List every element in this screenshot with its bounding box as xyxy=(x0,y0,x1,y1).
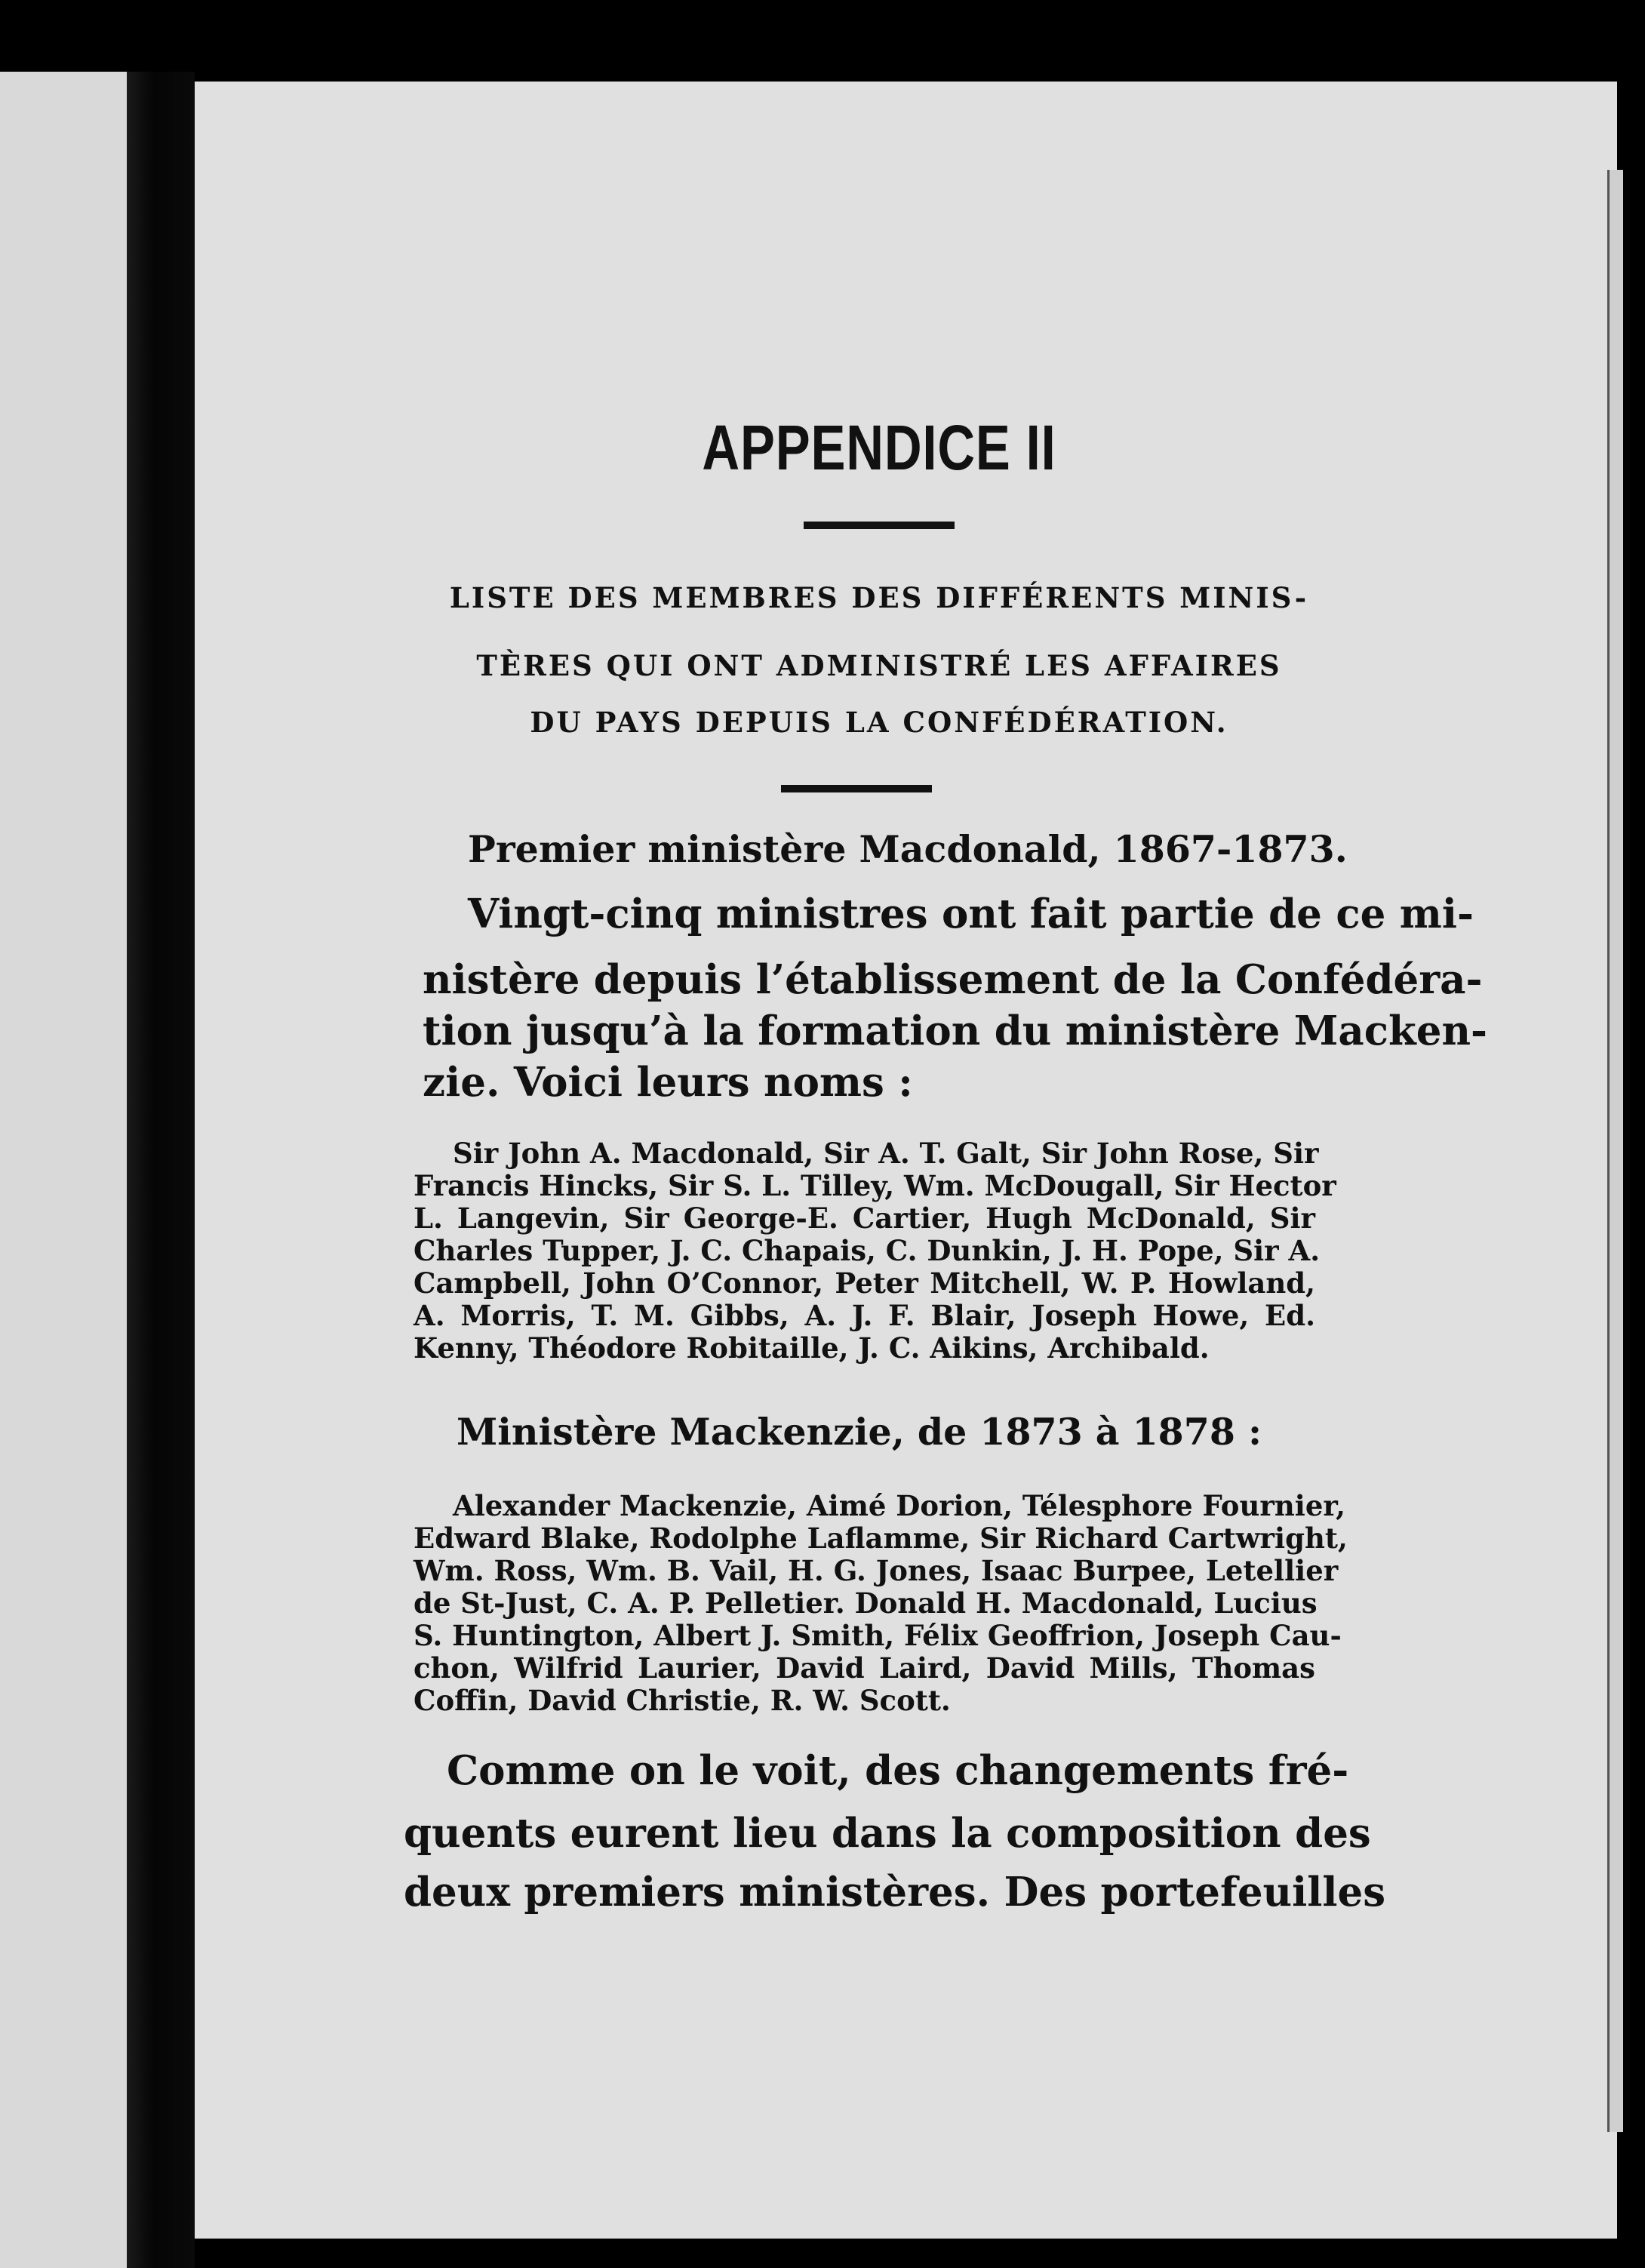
ministers-list-line: Charles Tupper, J. C. Chapais, C. Dunkin, J. H. Pope, Sir A. xyxy=(414,1234,1321,1267)
paragraph-line: deux premiers ministères. Des portefeuilles xyxy=(404,1869,1386,1916)
ministers-list-line: de St-Just, C. A. P. Pelletier. Donald H. Macdonald, Lucius xyxy=(414,1586,1318,1620)
ministers-list-line: A. Morris, T. M. Gibbs, A. J. F. Blair, Joseph Howe, Ed. xyxy=(414,1299,1315,1332)
paragraph-line: nistère depuis l’établissement de la Confédéra- xyxy=(423,956,1483,1003)
ministers-list-line: L. Langevin, Sir George-E. Cartier, Hugh McDonald, Sir xyxy=(414,1202,1315,1235)
ministers-list-line: Coffin, David Christie, R. W. Scott. xyxy=(414,1684,951,1717)
ministers-list-line: chon, Wilfrid Laurier, David Laird, David Mills, Thomas xyxy=(414,1651,1315,1685)
section-heading-mackenzie: Ministère Mackenzie, de 1873 à 1878 : xyxy=(457,1410,1262,1454)
ministers-list-line: Edward Blake, Rodolphe Laflamme, Sir Richard Cartwright, xyxy=(414,1522,1348,1555)
subtitle-line: LISTE DES MEMBRES DES DIFFÉRENTS MINIS- xyxy=(449,581,1309,614)
ministers-list-line: Campbell, John O’Connor, Peter Mitchell, W. P. Howland, xyxy=(414,1266,1315,1300)
paragraph-line: zie. Voici leurs noms : xyxy=(423,1059,913,1106)
paragraph-line: Comme on le voit, des changements fré- xyxy=(447,1747,1349,1794)
ministers-list-line: S. Huntington, Albert J. Smith, Félix Geoffrion, Joseph Cau- xyxy=(414,1619,1342,1652)
subtitle-line: TÈRES QUI ONT ADMINISTRÉ LES AFFAIRES xyxy=(476,649,1282,682)
ministers-list-line: Sir John A. Macdonald, Sir A. T. Galt, Sir John Rose, Sir xyxy=(453,1137,1319,1170)
paragraph-line: quents eurent lieu dans la composition des xyxy=(404,1810,1371,1857)
book-binding-shadow xyxy=(127,72,195,2268)
ministers-list-line: Kenny, Théodore Robitaille, J. C. Aikins, Archibald. xyxy=(414,1331,1210,1365)
ministers-list-line: Francis Hincks, Sir S. L. Tilley, Wm. McDougall, Sir Hector xyxy=(414,1169,1336,1202)
section-heading-macdonald: Premier ministère Macdonald, 1867-1873. xyxy=(468,827,1348,871)
subtitle-line: DU PAYS DEPUIS LA CONFÉDÉRATION. xyxy=(530,706,1228,739)
subtitle-rule xyxy=(781,785,932,792)
page-edge xyxy=(1607,170,1623,2132)
ministers-list-line: Wm. Ross, Wm. B. Vail, H. G. Jones, Isaac Burpee, Letellier xyxy=(414,1554,1339,1587)
page-title: APPENDICE II xyxy=(702,412,1056,483)
ministers-list-line: Alexander Mackenzie, Aimé Dorion, Télesphore Fournier, xyxy=(453,1489,1346,1522)
title-rule xyxy=(804,522,955,529)
paragraph-line: Vingt-cinq ministres ont fait partie de ce mi- xyxy=(468,891,1474,937)
facing-page-edge xyxy=(0,72,127,2268)
paragraph-line: tion jusqu’à la formation du ministère Macken- xyxy=(423,1008,1488,1054)
